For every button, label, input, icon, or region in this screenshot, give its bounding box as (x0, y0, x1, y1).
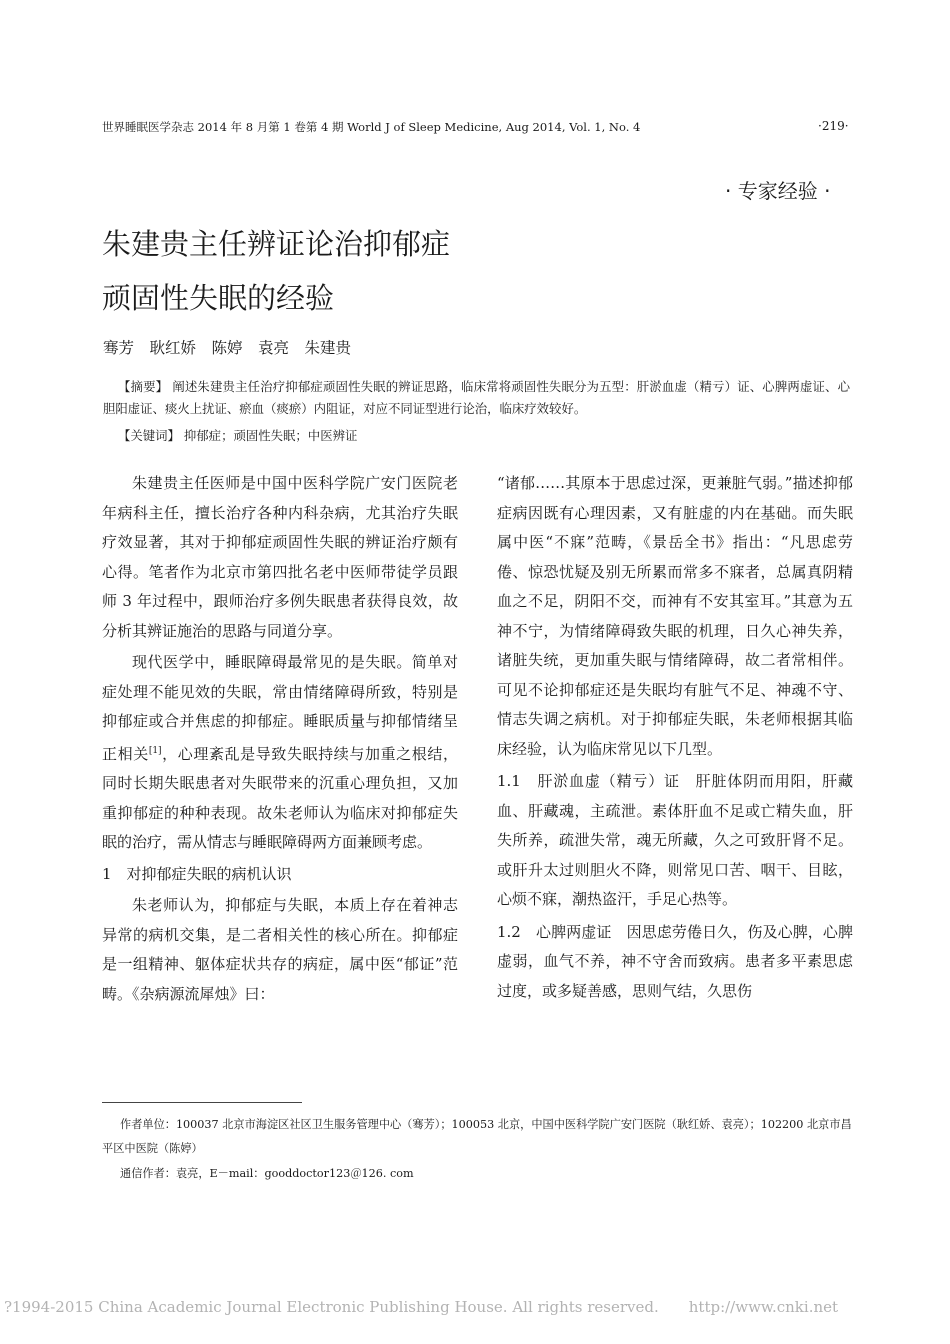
subsection (497, 918, 853, 1007)
paragraph-text: 因思虑劳倦日久，伤及心脾，心脾虚弱，血气不养，神不守舍而致病。患者多平素思虑过度，或多疑善感，思则气结，久思伤 (497, 922, 853, 1000)
keywords (118, 426, 357, 444)
paragraph-text: ，心理紊乱是导致失眠持续与加重之根结，同时长期失眠患者对失眠带来的沉重心理负担，又加重抑郁症的种种表现。故朱老师认为临床对抑郁症失眠的治疗，需从情志与睡眠障碍两方面兼顾考虑。 (102, 744, 458, 851)
page-number: ·219· (818, 119, 849, 133)
paragraph-text: 肝脏体阴而用阳，肝藏血、肝藏魂，主疏泄。素体肝血不足或亡精失血，肝失所养，疏泄失常，魂无所藏，久之可致肝肾不足。或肝升太过则胆火不降，则常见口苦、咽干、目眩，心烦不寐，潮热盗汗，手足心热等。 (497, 772, 853, 908)
keywords-label: 【关键词】 (118, 428, 180, 443)
paragraph: 朱老师认为，抑郁症与失眠，本质上存在着神志异常的病机交集，是二者相关性的核心所在。抑郁症是一组精神、躯体症状共存的病症，属中医“郁证”范畴。《杂病源流犀烛》曰： (102, 896, 458, 1003)
paragraph: “诸郁……其原本于思虑过深，更兼脏气弱。”描述抑郁症病因既有心理因素，又有脏虚的内在基础。而失眠属中医“不寐”范畴，《景岳全书》指出：“凡思虑劳倦、惊恐忧疑及别无所累而常多不寐者，总属真阴精血之不足，阴阳不交，而神有不安其室耳。”其意为五神不宁，为情绪障碍致失眠的机理，日久心神失养，诸脏失统，更加重失眠与情绪障碍，故二者常相伴。可见不论抑郁症还是失眠均有脏气不足、神魂不守、情志失调之病机。对于抑郁症失眠，朱老师根据其临床经验，认为临床常见以下几型。 (497, 474, 853, 758)
keywords-text: 抑郁症；顽固性失眠；中医辨证 (183, 428, 358, 443)
section-tag: · 专家经验 · (725, 179, 831, 203)
correspondence: 通信作者：袁亮，E－mail：gooddoctor123＠126. com (120, 1167, 414, 1180)
paragraph (102, 648, 458, 858)
right-column (497, 469, 853, 1009)
paragraph-text: 现代医学中，睡眠障碍最常见的是失眠。简单对症处理不能见效的失眠，常由情绪障碍所致，特别是抑郁症或合并焦虑的抑郁症。睡眠质量与抑郁情绪呈正相关 (102, 653, 458, 763)
subsection-heading: 1.2 心脾两虚证 (497, 922, 627, 941)
article-title-line-1: 朱建贵主任辨证论治抑郁症 (102, 227, 451, 261)
article-title-line-2: 顽固性失眠的经验 (102, 281, 335, 315)
section-heading: 1 对抑郁症失眠的病机认识 (102, 864, 292, 883)
abstract-text: 阐述朱建贵主任治疗抑郁症顽固性失眠的辨证思路，临床常将顽固性失眠分为五型：肝淤血虚（精亏）证、心脾两虚证、心胆阳虚证、痰火上扰证、瘀血（痰瘀）内阻证，对应不同证型进行论治，临床疗效较好。 (103, 379, 851, 416)
subsection-heading: 1.1 肝淤血虚（精亏）证 (497, 772, 696, 790)
footnote-divider (102, 1102, 302, 1103)
author-list: 骞芳 耿红娇 陈婷 袁亮 朱建贵 (103, 339, 352, 357)
author-affiliation: 作者单位：100037 北京市海淀区社区卫生服务管理中心（骞芳）；100053 北京，中国中医科学院广安门医院（耿红娇、袁亮）；102200 北京市昌平区中医院（陈婷） (102, 1118, 852, 1155)
abstract (103, 376, 850, 420)
citation-ref[interactable]: [1] (148, 745, 162, 756)
subsection (497, 767, 853, 915)
paragraph: 朱建贵主任医师是中国中医科学院广安门医院老年病科主任，擅长治疗各种内科杂病，尤其治疗失眠疗效显著，其对于抑郁症顽固性失眠的辨证治疗颇有心得。笔者作为北京市第四批名老中医师带徒学员跟师 3 年过程中，跟师治疗多例失眠患者获得良效，故分析其辨证施治的思路与同道分享。 (102, 474, 458, 640)
copyright-watermark: ?1994-2015 China Academic Journal Electronic Publishing House. All rights reserved. http://www.cnki.net (4, 1298, 839, 1316)
journal-header: 世界睡眠医学杂志 2014 年 8 月第 1 卷第 4 期 World J of Sleep Medicine, Aug 2014, Vol. 1, No. 4 (102, 120, 641, 134)
abstract-label: 【摘要】 (118, 379, 169, 394)
left-column (102, 469, 458, 1011)
